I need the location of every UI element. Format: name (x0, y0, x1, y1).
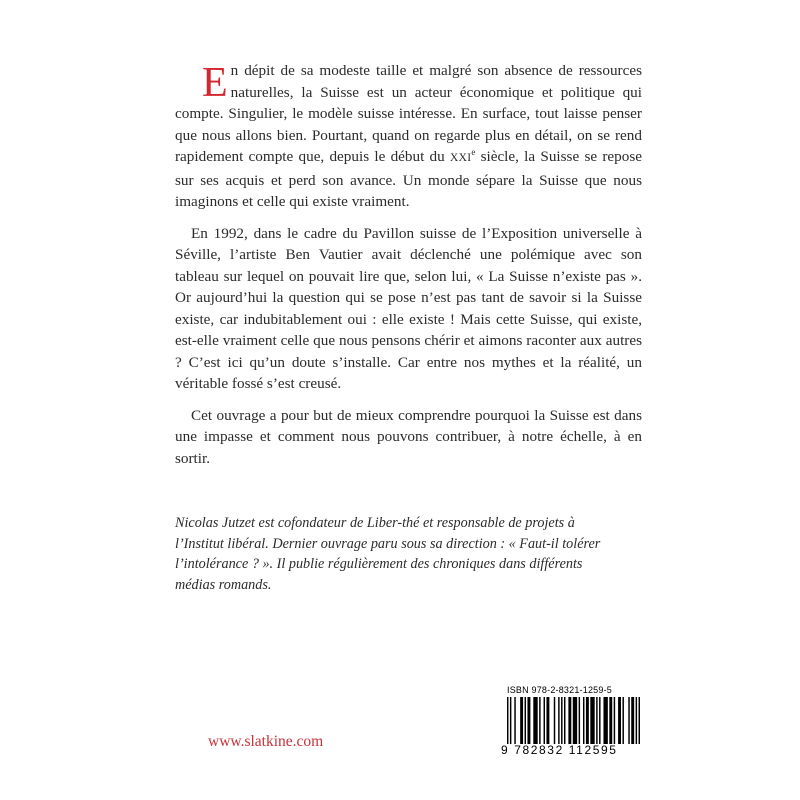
barcode-bar (573, 697, 577, 744)
paragraph-1-text-b: siècle, la Suisse se repose sur ses acquis et perd son avance. Un monde sépare la Suisse que nous imaginons et celle qui existe vraiment. (175, 148, 642, 210)
barcode-bar (609, 697, 612, 744)
publisher-url[interactable]: www.slatkine.com (208, 733, 324, 750)
back-cover-text (175, 60, 642, 469)
barcode-bar (639, 697, 640, 744)
isbn-label: ISBN 978-2-8321-1259-5 (507, 685, 612, 695)
barcode-bar (514, 697, 515, 744)
barcode-bar (539, 697, 540, 744)
barcode-bar (527, 697, 530, 744)
century-superscript: e (471, 146, 476, 157)
barcode-image (507, 697, 640, 744)
barcode-bar (631, 697, 634, 744)
barcode-bar (636, 697, 637, 744)
paragraph-1 (175, 60, 642, 213)
paragraph-3: Cet ouvrage a pour but de mieux comprendre pourquoi la Suisse est dans une impasse et comment nous pouvons contribuer, à notre échelle, à en sortir. (175, 406, 642, 467)
barcode-bar (510, 697, 511, 744)
barcode-bar (561, 697, 562, 744)
barcode-bar (568, 697, 571, 744)
barcode-bar (628, 697, 629, 744)
barcode-bar (579, 697, 580, 744)
barcode-bar (586, 697, 589, 744)
barcode-bar (614, 697, 615, 744)
barcode-bar (618, 697, 621, 744)
barcode-bar (596, 697, 597, 744)
barcode-bar (564, 697, 565, 744)
barcode-bar (544, 697, 545, 744)
barcode-bar (603, 697, 607, 744)
drop-cap: E (202, 60, 228, 106)
barcode-bar (533, 697, 537, 744)
barcode-bar (520, 697, 523, 744)
barcode-bar (599, 697, 600, 744)
barcode-digits: 9 782832 112595 (501, 743, 618, 757)
barcode-bar (583, 697, 584, 744)
barcode-bar (507, 697, 508, 744)
barcode-bar (622, 697, 623, 744)
author-bio: Nicolas Jutzet est cofondateur de Liber-thé et responsable de projets à l’Institut libéral. Dernier ouvrage paru sous sa direction : « Faut-il tolérer l’intolérance ? ». Il publie régulièrement des chroniques dans différents médias romands. (175, 515, 601, 593)
paragraph-1-text-a: n dépit de sa modeste taille et malgré son absence de ressources naturelles, la Suisse est un acteur économique et politique qui compte. Singulier, le modèle suisse intéresse. En surface, tout laisse penser que nous allons bien. Pourtant, quand on regarde plus en détail, on se rend rapidement compte que, depuis le début du (175, 62, 642, 165)
barcode-bar (590, 697, 594, 744)
barcode-bar (558, 697, 559, 744)
century-numeral: XXI (449, 152, 472, 164)
paragraph-2: En 1992, dans le cadre du Pavillon suisse de l’Exposition universelle à Séville, l’artiste Ben Vautier avait déclenché une polémique avec son tableau sur lequel on pouvait lire que, selon lui, « La Suisse n’existe pas ». Or aujourd’hui la question qui se pose n’est pas tant de savoir si la Suisse existe, car indubitablement oui : elle existe ! Mais cette Suisse, qui existe, est-elle vraiment celle que nous pensons chérir et aimons raconter aux autres ? C’est ici qu’un doute s’installe. Car entre nos mythes et la réalité, un véritable fossé s’est creusé. (175, 224, 642, 392)
barcode-bar (525, 697, 526, 744)
barcode-bar (554, 697, 555, 744)
barcode-bar (546, 697, 549, 744)
